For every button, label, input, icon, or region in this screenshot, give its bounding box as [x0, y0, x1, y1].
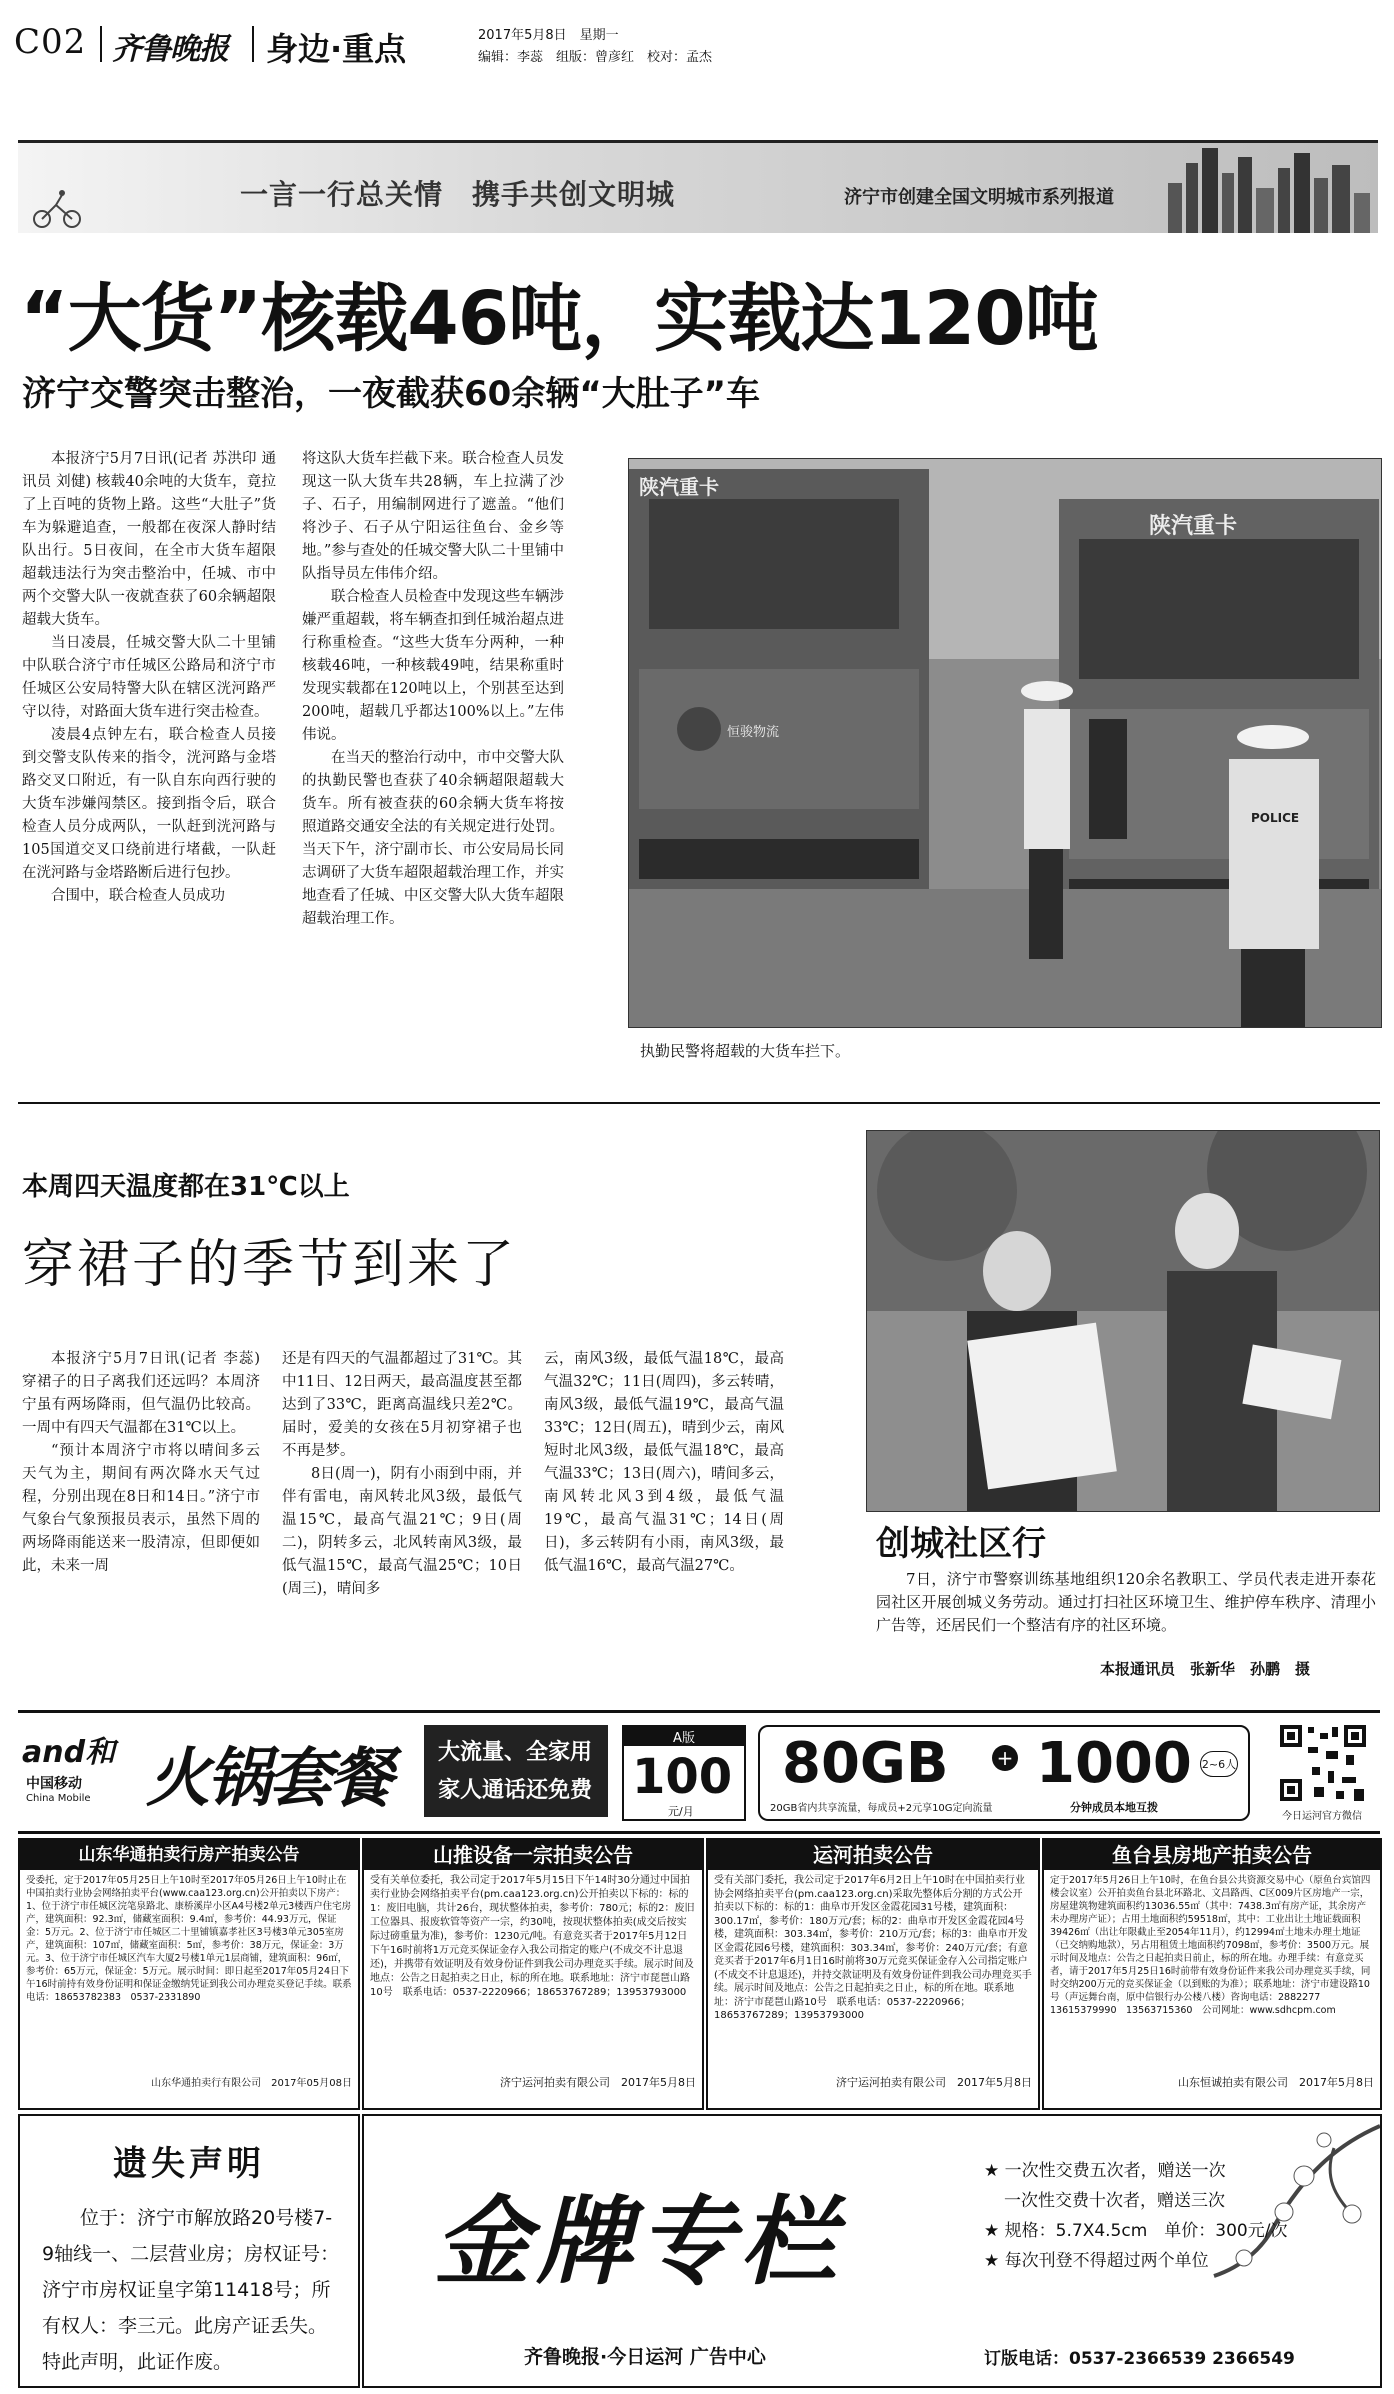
article2-headline: 穿裙子的季节到来了: [22, 1235, 518, 1295]
paragraph: 本报济宁5月7日讯(记者 苏洪印 通讯员 刘健) 核载40余吨的大货车，竟拉了上百吨的货物上路。这些“大肚子”货车为躲避追查，一般都在夜深人静时结队出行。5日夜间，在全市大货车超限超载违法行为突击整治中，任城、市中两个交警大队一夜就查获了60余辆超限超载大货车。: [22, 451, 276, 628]
ad-title: 运河拍卖公告: [708, 1840, 1038, 1870]
lost-notice-title: 遗失声明: [113, 2144, 265, 2184]
data-note: 20GB省内共享流量，每成员+2元享10G定向流量: [770, 1803, 993, 1814]
masthead: [0, 0, 1394, 80]
minutes-amount: 1000: [1036, 1731, 1192, 1796]
column-ad-brand: 齐鲁晚报·今日运河 广告中心: [524, 2346, 766, 2368]
article2-column1: [22, 1348, 260, 1688]
star-icon: ★: [984, 2221, 1000, 2241]
paragraph: 凌晨4点钟左右，联合检查人员接到交警支队传来的指令，洸河路与金塔路交叉口附近，有一队自东向西行驶的大货车涉嫌闯禁区。接到指令后，联合检查人员分成两队，一队赶到洸河路与105国道交叉口绕前进行堵截，一队赶在洸河路与金塔路断后进行包抄。: [22, 727, 276, 881]
truck-brand-label: 陕汽重卡: [639, 475, 719, 499]
mobile-ad-banner: [18, 1710, 1380, 1834]
paper-logo: 齐鲁晚报: [112, 32, 228, 67]
tagline-line2: 家人通话还免费: [438, 1778, 593, 1803]
paragraph: “预计本周济宁市将以晴间多云天气为主，期间有两次降水天气过程，分别出现在8日和14日。”济宁市气象台气象预报员表示，虽然下周的两场降雨能送来一股清凉，但即便如此，未来一周: [22, 1443, 260, 1574]
tagline-box: [424, 1725, 608, 1817]
paragraph: 还是有四天的气温都超过了31℃。其中11日、12日两天，最高温度甚至都达到了33℃，距离高温线只差2℃。届时，爱美的女孩在5月初穿裙子也不再是梦。: [282, 1351, 522, 1459]
column-ad-terms: [984, 2156, 1287, 2276]
ad-footer: 山东华通拍卖行有限公司 2017年05月08日: [151, 2078, 352, 2089]
community-photo-title: 创城社区行: [876, 1524, 1046, 1564]
paragraph: 本报济宁5月7日讯(记者 李蕊) 穿裙子的日子离我们还远吗？本周济宁虽有两场降雨，但气温仍比较高。一周中有四天气温都在31℃以上。: [22, 1351, 260, 1436]
community-photo-caption: 7日，济宁市警察训练基地组织120余名教职工、学员代表走进开泰花园社区开展创城义务劳动。通过打扫社区环境卫生、维护停车秩序、清理小广告等，还居民们一个整洁有序的社区环境。: [876, 1570, 1376, 1634]
article1-subhead: 济宁交警突击整治，一夜截获60余辆“大肚子”车: [22, 374, 761, 414]
price-unit: 元/月: [668, 1805, 694, 1818]
editor-credits: 编辑：李蕊 组版：曾彦红 校对：孟杰: [478, 50, 713, 65]
page-number: C02: [14, 22, 87, 62]
term-item: ★ 一次性交费五次者，赠送一次: [984, 2161, 1226, 2181]
truck-brand-label: 陕汽重卡: [1149, 514, 1238, 539]
term-item: 一次性交费十次者，赠送三次: [1004, 2191, 1225, 2211]
column-ad-title: 金牌专栏: [434, 2185, 842, 2298]
qr-note: 今日运河官方微信: [1282, 1811, 1362, 1822]
mobile-company-en: China Mobile: [26, 1793, 91, 1804]
term-item: ★ 每次刊登不得超过两个单位: [984, 2251, 1209, 2271]
ad-footer: 山东恒诚拍卖有限公司 2017年5月8日: [1178, 2076, 1374, 2089]
term-item: ★ 规格：5.7X4.5cm 单价：300元/次: [984, 2221, 1288, 2241]
banner-series: 济宁市创建全国文明城市系列报道: [844, 187, 1114, 208]
auction-ad-1: [18, 1838, 360, 2110]
paragraph: 联合检查人员检查中发现这些车辆涉嫌严重超载，将车辆查扣到任城治超点进行称重检查。“这些大货车分两种，一种核载46吨，一种核载49吨，结果称重时发现实载都在120吨以上，个别甚至达到200吨，超载几乎都达100%以上。”左伟伟说。: [302, 589, 564, 743]
ad-body: 定于2017年5月26日上午10时，在鱼台县公共资源交易中心（原鱼台宾馆四楼会议室）公开拍卖鱼台县北环路北、文昌路西、C区009片区房地产一宗，房屋建筑物建筑面积约13036.55㎡（其中：7438.3㎡有房产证，其余房产未办理房产证）；占用土地面积约59518㎡，其中：工业出让土地证载面积39426㎡（出让年限截止至2054年11月），约12994㎡土地未办理土地证（已交纳购地款），另占用租赁土地面积约7098㎡，参考价：3500万元。展示时间及地点：公告之日起拍卖日前止，标的所在地。办理手续：有意竞买者，请于2017年5月25日16时前带有效身份证件来我公司办理竞买手续，同时交纳200万元的竞买保证金（以到账的为准）；联系地址：济宁市建设路10号（声远舞台南，原中信银行办公楼八楼）咨询电话：2882277 13615379990 13563715360 公司网址：www.sdhcpm.com: [1050, 1875, 1371, 2016]
truck-scene-icon: [629, 459, 1381, 1027]
truck-photo: [628, 458, 1382, 1028]
ad-footer: 济宁运河拍卖有限公司 2017年5月8日: [836, 2076, 1032, 2089]
ad-body: 受委托，定于2017年05月25日上午10时至2017年05月26日上午10时止在中国拍卖行业协会网络拍卖平台(www.caa123.org.cn)公开拍卖以下房产：1、位于济宁市任城区浣笔泉路北、康桥溪岸小区A4号楼2单元3楼西户住宅房产，建筑面积：92.3㎡，储藏室面积：9.4㎡，参考价：44.93万元，保证金：5万元。2、位于济宁市任城区二十里铺镇嘉孝社区3号楼3单元305室房产，建筑面积：107㎡，储藏室面积：5㎡，参考价：38万元，保证金：3万元。3、位于济宁市任城区汽车大厦2号楼1单元1层商铺，建筑面积：96㎡，参考价：65万元，保证金：5万元。展示时间：即日起至2017年05月24日下午16时前持有效身份证明和保证金缴纳凭证到我公司办理竞买登记手续。联系电话：18653782383 0537-2331890: [26, 1875, 352, 2003]
mobile-brand-logo: and和: [22, 1735, 116, 1770]
tier-label: A版: [624, 1727, 744, 1746]
tagline-line1: 大流量、全家用: [438, 1740, 593, 1765]
product-name: 火锅套餐: [146, 1741, 390, 1816]
data-amount: 80GB: [782, 1731, 949, 1796]
plan-box: [758, 1725, 1250, 1821]
police-vest-label: POLICE: [1251, 811, 1300, 825]
cyclist-icon: [28, 189, 88, 229]
section-divider: [18, 1102, 1380, 1104]
ad-body: 受有关单位委托，我公司定于2017年5月15日下午14时30分通过中国拍卖行业协会网络拍卖平台(pm.caa123.org.cn)公开拍卖以下标的：标的1：废旧电脑，共计26台，现状整体拍卖，参考价：780元；标的2：废旧工位器具、报废软管等资产一宗，约30吨，按现状整体拍卖(成交后按实际过磅重量为准)，参考价：1230元/吨。有意竞买者于2017年5月12日下午16时前将1万元竞买保证金存入我公司指定的账户(不成交不计息退还)，并携带有效证明及有效身份证件到我公司办理竞买手续。展示时间及地点：公告之日起拍卖之日止，标的所在地。联系地址：济宁市琵琶山路10号 联系电话：0537-2220966；18653767289；13953793000: [370, 1875, 695, 1998]
article1-headline: “大货”核载46吨，实载达120吨: [20, 276, 1098, 362]
lost-notice-body: 位于：济宁市解放路20号楼7-9轴线一、二层营业房；房权证号：济宁市房权证皇字第11418号；所有权人：李三元。此房产证丢失。特此声明，此证作废。: [42, 2207, 340, 2373]
paragraph: 当日凌晨，任城交警大队二十里铺中队联合济宁市任城区公路局和济宁市任城区公安局特警大队在辖区洸河路严守以待，对路面大货车进行突击检查。: [22, 635, 276, 720]
price-box: [622, 1725, 746, 1821]
ad-title: 山推设备一宗拍卖公告: [364, 1840, 702, 1870]
paragraph: 将这队大货车拦截下来。联合检查人员发现这一队大货车共28辆，车上拉满了沙子、石子，用编制网进行了遮盖。“他们将沙子、石子从宁阳运往鱼台、金乡等地。”参与查处的任城交警大队二十里铺中队指导员左伟伟介绍。: [302, 451, 564, 582]
price-value: 100: [632, 1749, 733, 1805]
article2-column2: [282, 1348, 522, 1688]
column-ad-box: [362, 2114, 1382, 2388]
ad-title: 山东华通拍卖行房产拍卖公告: [20, 1840, 358, 1870]
paragraph: 合围中，联合检查人员成功: [51, 888, 225, 904]
truck-photo-caption: 执勤民警将超载的大货车拦下。: [640, 1042, 851, 1060]
banner-slogan: 一言一行总关情 携手共创文明城: [240, 178, 676, 211]
auction-ad-2: [362, 1838, 704, 2110]
campaign-banner: [18, 140, 1378, 233]
community-photo: [866, 1130, 1380, 1512]
city-skyline-icon: [1158, 143, 1378, 233]
article2-column3: [544, 1348, 784, 1688]
auction-ad-4: [1042, 1838, 1382, 2110]
qr-code-icon[interactable]: [1278, 1723, 1368, 1803]
section-title: 身边·重点: [266, 30, 407, 68]
lost-notice-box: [18, 2114, 360, 2388]
photo-credit: 本报通讯员 张新华 孙鹏 摄: [1100, 1660, 1311, 1678]
ad-footer: 济宁运河拍卖有限公司 2017年5月8日: [500, 2076, 696, 2089]
star-icon: ★: [984, 2161, 1000, 2181]
article2-kicker: 本周四天温度都在31℃以上: [22, 1172, 350, 1202]
paragraph: 8日(周一)，阴有小雨到中雨，并伴有雷电，南风转北风3级，最低气温15℃，最高气温21℃；9日(周二)，阴转多云，北风转南风3级，最低气温15℃，最高气温25℃；10日(周三)，晴间多: [282, 1466, 522, 1597]
community-scene-icon: [867, 1131, 1379, 1511]
mobile-company: 中国移动: [26, 1776, 82, 1792]
plus-icon: +: [992, 1745, 1018, 1771]
ad-title: 鱼台县房地产拍卖公告: [1044, 1840, 1380, 1870]
truck-company-label: 恒骏物流: [727, 725, 780, 740]
article1-column1: [22, 448, 276, 1088]
article1-column2: [302, 448, 564, 1088]
column-ad-phone: 订版电话：0537-2366539 2366549: [984, 2349, 1295, 2369]
minutes-note: 分钟成员本地互拨: [1070, 1801, 1158, 1814]
people-badge: 2~6人: [1200, 1751, 1238, 1777]
paragraph: 在当天的整治行动中，市中交警大队的执勤民警也查获了40余辆超限超载大货车。所有被查获的60余辆大货车将按照道路交通安全法的有关规定进行处罚。当天下午，济宁副市长、市公安局局长同志调研了大货车超限超载治理工作，并实地查看了任城、中区交警大队大货车超限超载治理工作。: [302, 750, 564, 927]
paragraph: 云，南风3级，最低气温18℃，最高气温32℃；11日(周四)，多云转晴，南风3级，最低气温19℃，最高气温33℃；12日(周五)，晴到少云，南风短时北风3级，最低气温18℃，最高气温33℃；13日(周六)，晴间多云，南风转北风3到4级，最低气温19℃，最高气温31℃；14日(周日)，多云转阴有小雨，南风3级，最低气温16℃，最高气温27℃。: [544, 1351, 784, 1574]
star-icon: ★: [984, 2251, 1000, 2271]
auction-ad-3: [706, 1838, 1040, 2110]
ad-body: 受有关部门委托，我公司定于2017年6月2日上午10时在中国拍卖行业协会网络拍卖平台(pm.caa123.org.cn)采取先整体后分割的方式公开拍卖以下标的：标的1：曲阜市开发区金霞花园31号楼，建筑面积：300.17㎡，参考价：180万元/套；标的2：曲阜市开发区金霞花园4号楼，建筑面积：303.34㎡，参考价：210万元/套；标的3：曲阜市开发区金霞花园6号楼，建筑面积：303.34㎡，参考价：240万元/套；有意竞买者于2017年6月1日16时前将30万元竞买保证金存入公司指定账户(不成交不计息退还)，并持交款证明及有效身份证件到我公司办理竞买手续。展示时间及地点：公告之日起拍卖之日止，标的所在地。联系地址：济宁市琵琶山路10号 联系电话：0537-2220966；18653767289；13953793000: [714, 1875, 1032, 2021]
issue-date: 2017年5月8日 星期一: [478, 28, 619, 43]
